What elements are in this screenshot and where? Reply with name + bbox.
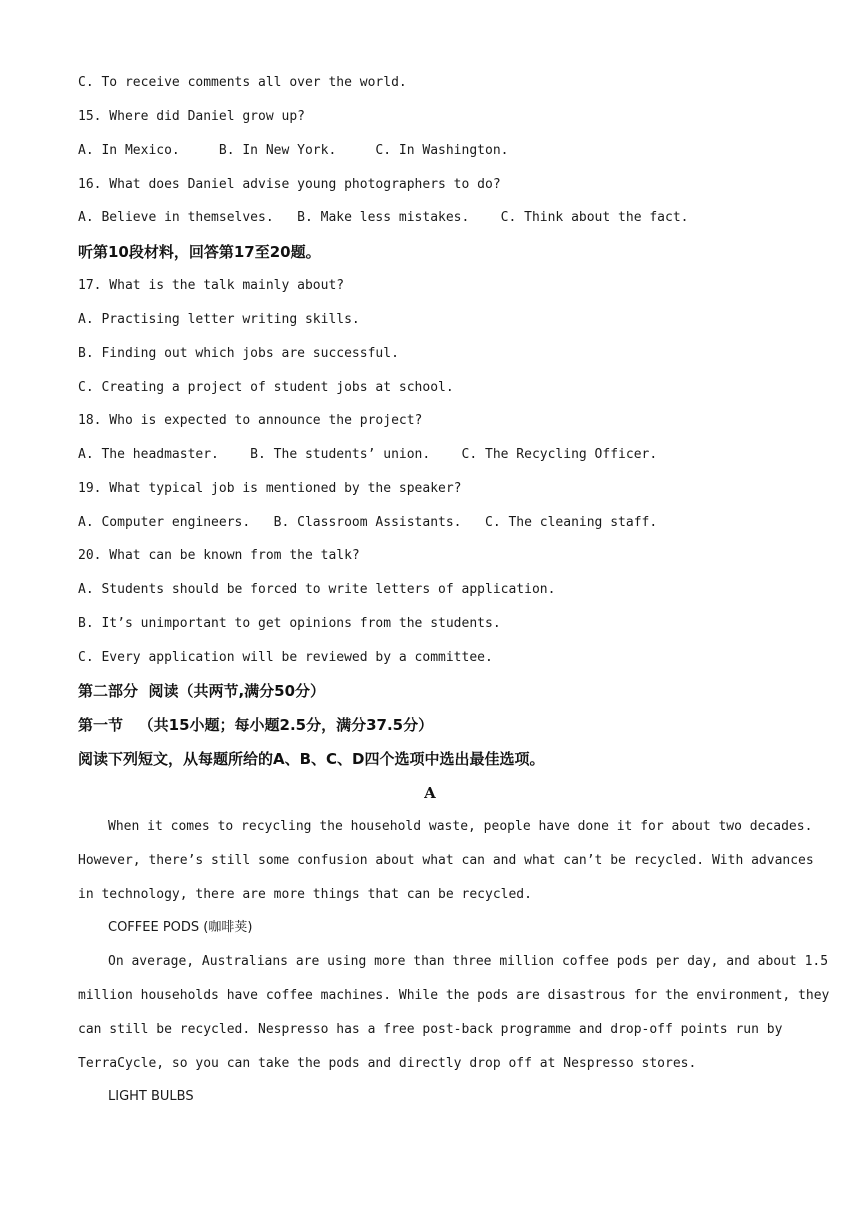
subheading-coffee-pods: COFFEE PODS (咖啡荚) xyxy=(108,920,253,935)
q20-option-b: B. It’s unimportant to get opinions from the students. xyxy=(78,616,501,631)
passage-p1-line1: When it comes to recycling the household waste, people have done it for about two decades. xyxy=(108,819,813,834)
q15-question: 15. Where did Daniel grow up? xyxy=(78,109,305,124)
q20-question: 20. What can be known from the talk? xyxy=(78,548,360,563)
q20-option-c: C. Every application will be reviewed by a committee. xyxy=(78,650,493,665)
subheading-light-bulbs: LIGHT BULBS xyxy=(108,1089,194,1104)
section10-heading: 听第10段材料，回答第17至20题。 xyxy=(78,243,321,261)
q17-option-c: C. Creating a project of student jobs at school. xyxy=(78,380,454,395)
q18-options: A. The headmaster. B. The students’ union. C. The Recycling Officer. xyxy=(78,447,658,462)
q15-options: A. In Mexico. B. In New York. C. In Washington. xyxy=(78,143,509,158)
q16-options: A. Believe in themselves. B. Make less mistakes. C. Think about the fact. xyxy=(78,210,689,225)
passage-p1-line3: in technology, there are more things that can be recycled. xyxy=(78,887,532,902)
q17-question: 17. What is the talk mainly about? xyxy=(78,278,345,293)
q17-option-b: B. Finding out which jobs are successful. xyxy=(78,346,399,361)
q19-question: 19. What typical job is mentioned by the speaker? xyxy=(78,481,462,496)
q19-options: A. Computer engineers. B. Classroom Assistants. C. The cleaning staff. xyxy=(78,515,658,530)
passage-p1-line2: However, there’s still some confusion about what can and what can’t be recycled. With advances xyxy=(78,853,814,868)
passage-label: A xyxy=(424,784,436,802)
q16-question: 16. What does Daniel advise young photographers to do? xyxy=(78,177,501,192)
passage-p2-line1: On average, Australians are using more than three million coffee pods per day, and about 1.5 xyxy=(108,954,829,969)
q14-option-c: C. To receive comments all over the world. xyxy=(78,75,407,90)
passage-p2-line2: million households have coffee machines. While the pods are disastrous for the environment, they xyxy=(78,988,830,1003)
q18-question: 18. Who is expected to announce the project? xyxy=(78,413,423,428)
passage-p2-line3: can still be recycled. Nespresso has a free post-back programme and drop-off points run by xyxy=(78,1022,783,1037)
reading-instruction: 阅读下列短文，从每题所给的A、B、C、D四个选项中选出最佳选项。 xyxy=(78,750,545,768)
passage-p2-line4: TerraCycle, so you can take the pods and directly drop off at Nespresso stores. xyxy=(78,1056,697,1071)
q20-option-a: A. Students should be forced to write letters of application. xyxy=(78,582,556,597)
q17-option-a: A. Practising letter writing skills. xyxy=(78,312,360,327)
part2-heading: 第二部分 阅读（共两节,满分50分） xyxy=(78,682,326,700)
section1-heading: 第一节 （共15小题；每小题2.5分，满分37.5分） xyxy=(78,716,434,734)
